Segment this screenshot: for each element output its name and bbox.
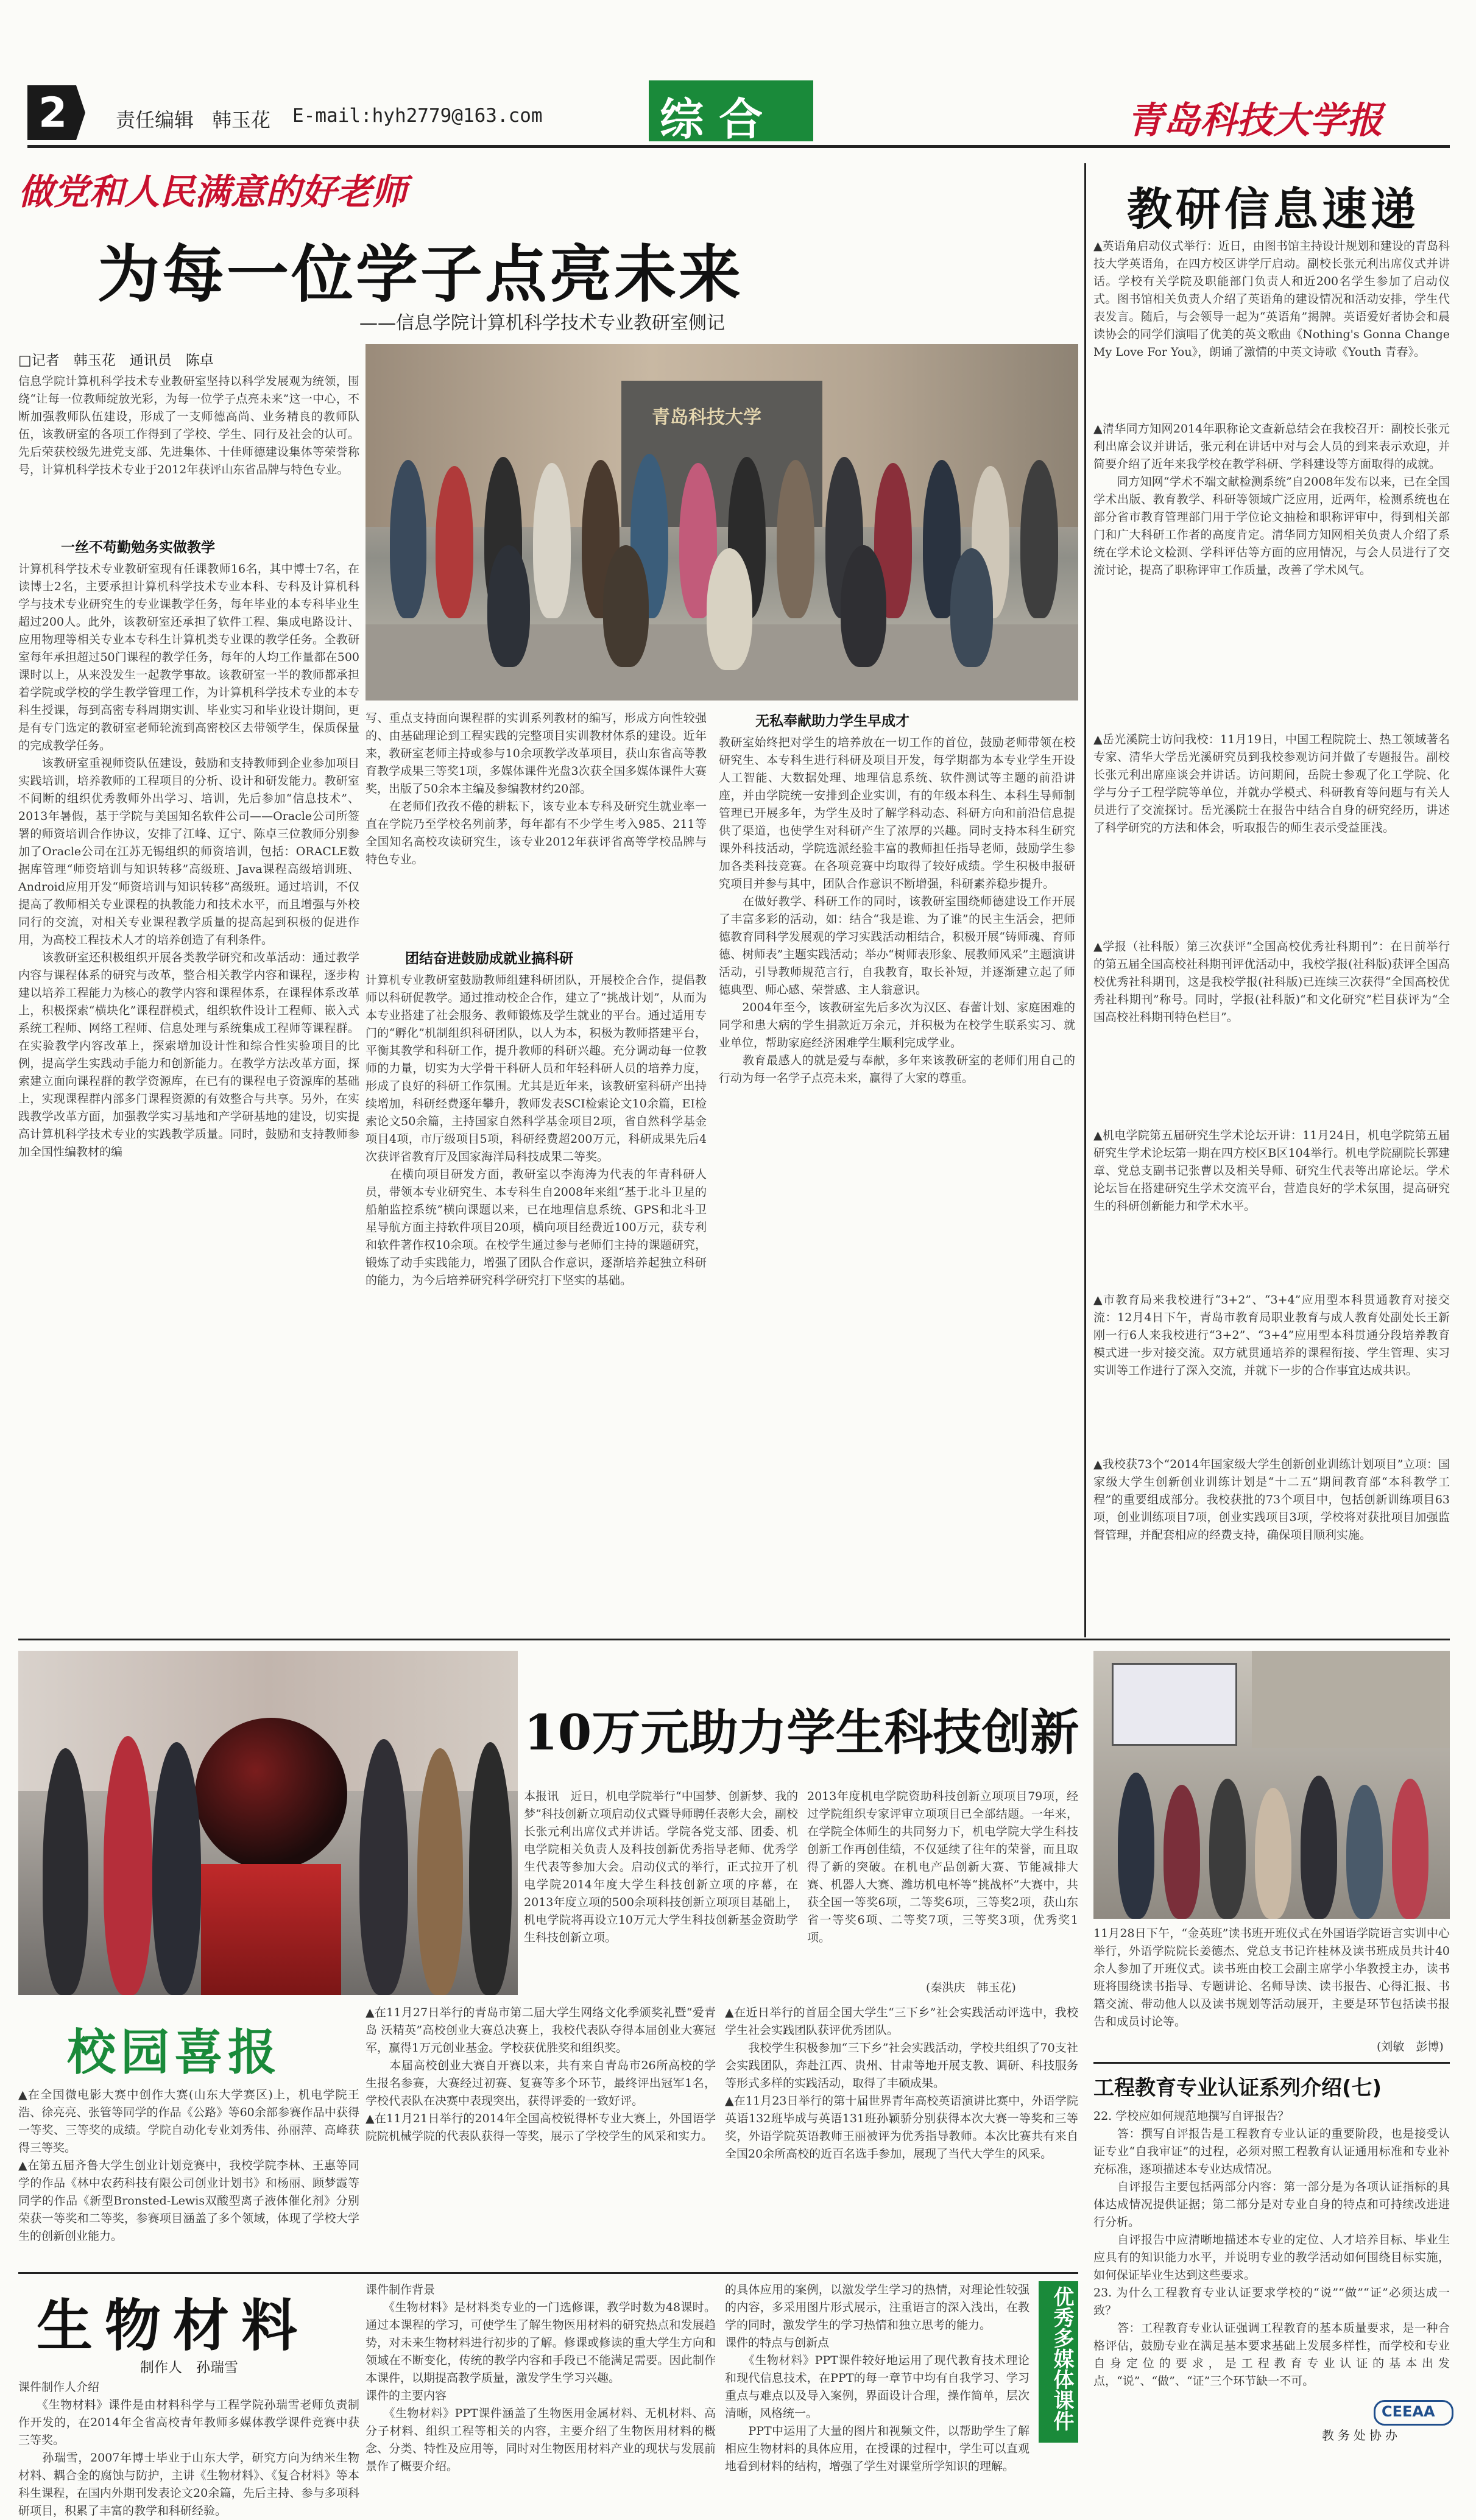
horizontal-rule bbox=[1093, 2062, 1450, 2064]
grant-article-title: 10万元助力学生科技创新 bbox=[524, 1704, 1079, 1761]
multimedia-banner bbox=[1039, 2281, 1078, 2443]
page-number: 2 bbox=[38, 89, 68, 137]
header-rule bbox=[27, 145, 1450, 148]
section-title: 综 合 bbox=[660, 94, 763, 145]
classroom-wall bbox=[1252, 1651, 1450, 1748]
person bbox=[1118, 1773, 1154, 1919]
person bbox=[603, 545, 649, 667]
article-column-3: 教研室始终把对学生的培养放在一切工作的首位，鼓励老师带领在校研究生、本专科生进行科研及项目开发，每学期都为本专业学生开设人工智能、大数据处理、地理信息系统、软件测试等主题的前沿讲座，并由学院统一安排到企业实训，有的年级本科生、本科生导师制管理已开展多年，为学生及时了解学科动态、科研方向和前沿信息提供了渠道，也使学生对科研产生了浓厚的兴趣。同时支持本科生研究课外科技活动，学院选派经验丰富的教师担任指导老师，鼓励学生参加各类科技竞赛。在各项竞赛中均取得了较好成绩。学生积极申报研究项目并参与其中，团队合作意识不断增强，科研素养稳步提升。 在做好教学、科研工作的同时，该教研室围绕师德建设工作开展了丰富多彩的活动，如：结合“我是谁、为了谁”的民主生活会，把师德教育同科学发展观的学习实践活动相结合，积极开展“铸师魂、育师德、树师表”主题实践活动；举办“树师表形象、展教师风采”主题演讲活动，引导教师规范言行，自我教育，取长补短，并逐渐建立起了师德典型、师心感、荣誉感、主人翁意识。 2004年至今，该教研室先后多次为汉区、春蕾计划、家庭困难的同学和患大病的学生捐款近万余元，并积极为在校学生联系实习、就业单位，帮助家庭经济困难学生顺利完成学业。 教育最感人的就是爱与奉献，多年来该教研室的老师们用自己的行动为每一名学子点亮未来，赢得了大家的尊重。 bbox=[719, 736, 1075, 1085]
campus-news-col1: ▲在全国微电影大赛中创作大赛(山东大学赛区)上，机电学院王浩、徐亮亮、张管等同学的作品《公路》等60余部参赛作品中获得一等奖、三等奖的成绩。学院自动化专业刘秀伟、孙丽萍、高峰获得三等奖。 ▲在第五届齐鲁大学生创业计划竞赛中，我校学院李林、王惠等同学的作品《林中农药科技有限公司创业计划书》和杨丽、顾梦霞等同学的作品《新型Bronsted-Lewis双酸型离子液体催化剂》分别荣获一等奖和二等奖，参赛项目涵盖了多个领域，体现了学校大学生的创新创业能力。 bbox=[18, 2088, 359, 2243]
classroom-screen bbox=[1112, 1663, 1237, 1746]
person bbox=[359, 1739, 408, 1995]
research-news-item: ▲机电学院第五届研究生学术论坛开讲：11月24日，机电学院第五届研究生学术论坛第一期在四方校区B区104举行。机电学院副院长郭建章、党总支副书记张曹以及相关导师、研究生代表等出席论坛。学术论坛旨在搭建研究生学术交流平台，营造良好的学术氛围，提高研究生的科研创新能力和学术水平。 bbox=[1093, 1129, 1450, 1213]
person bbox=[1346, 1785, 1383, 1919]
person bbox=[841, 545, 886, 667]
engineering-cert-footer: 教务处协办 bbox=[1322, 2428, 1401, 2443]
research-news-item: ▲英语角启动仪式举行：近日，由图书馆主持设计规划和建设的青岛科技大学英语角，在四方校区讲学厅启动。副校长张元利出席仪式并讲话。学校有关学院及职能部门负责人和近200名学生参加了启动仪式。图书馆相关负责人介绍了英语角的建设情况和活动安排，学生代表发言。随后，与会领导一起为“英语角”揭牌。英语爱好者协会和晨读协会的同学们演唱了优美的英文歌曲《Nothing's Gonna Change My Love For You》，朗诵了激情的中英文诗歌《Youth 青春》。 bbox=[1093, 239, 1454, 359]
person bbox=[777, 460, 814, 618]
campus-news-col3: ▲在近日举行的首届全国大学生“三下乡”社会实践活动评选中，我校学生社会实践团队获评优秀团队。 我校学生积极参加“三下乡”社会实践活动，学校共组织了70支社会实践团队，奔赴江西、贵州、甘肃等地开展支教、调研、科技服务等形式多样的实践活动，取得了丰硕成果。 ▲在11月23日举行的第十届世界青年高校英语演讲比赛中，外语学院英语132班毕成与英语131班孙颖骄分别获得本次大赛一等奖和三等奖，外语学院英语教师王丽被评为优秀指导教师。本次比赛共有来自全国20余所高校的近百名选手参加，展现了当代大学生的风采。 bbox=[725, 2006, 1078, 2161]
person bbox=[1163, 1785, 1200, 1919]
article-byline: □记者 韩玉花 通讯员 陈卓 bbox=[18, 353, 214, 369]
person bbox=[390, 460, 426, 618]
research-news-item: ▲岳光溪院士访问我校：11月19日，中国工程院院士、热工领域著名专家、清华大学岳光溪研究员到我校参观访问并做了专题报告。副校长张元利出席座谈会并讲话。访问期间，岳院士参观了化工学院、化学与分子工程学院等单位，并就办学模式、科研教育等问题与有关人员进行了交流探讨。岳光溪院士在报告中结合自身的研究经历，讲述了科学研究的方法和体会，听取报告的师生表示受益匪浅。 bbox=[1093, 733, 1450, 835]
page-number-badge bbox=[27, 85, 85, 140]
faculty-group-photo bbox=[365, 344, 1078, 701]
article-intro: 信息学院计算机科学技术专业教研室坚持以科学发展观为统领，围绕“让每一位教师绽放光彩，为每一位学子点亮未来”这一中心，不断加强教师队伍建设，形成了一支师德高尚、业务精良的教师队伍，该教研室的各项工作得到了学校、学生、同行及社会的认可。先后荣获校级先进党支部、先进集体、十佳师德建设集体等荣誉称号，计算机科学技术专业于2012年获评山东省品牌与特色专业。 bbox=[18, 375, 359, 476]
reading-class-caption: 11月28日下午，“金英班”读书班开班仪式在外国语学院语言实训中心举行，外语学院院长姜德杰、党总支书记许桂林及读书班成员共计40余人参加了开班仪式。读书班由校工会副主席学小华教授主办，读书班将围绕读书指导、专题讲论、名师导读、读书报告、心得汇报、书籍交流、带动他人以及读书规划等活动展开，主要是环节包括读书报告和成员讨论等。 bbox=[1093, 1927, 1450, 2028]
biomaterials-title: 生物材料 bbox=[37, 2293, 310, 2359]
research-news-item: ▲市教育局来我校进行“3+2”、“3+4”应用型本科贯通教育对接交流：12月4日下午，青岛市教育局职业教育与成人教育处副处长王新刚一行6人来我校进行“3+2”、“3+4”应用型本科贯通分段培养教育模式进一步对接交流。双方就贯通培养的课程衔接、学生管理、实习实训等工作进行了深入交流，并就下一步的合作事宜达成共识。 bbox=[1093, 1293, 1450, 1377]
person bbox=[533, 463, 571, 618]
biomaterials-col3: 的具体应用的案例，以激发学生学习的热情，对理论性较强的内容，多采用图片形式展示，注重语言的深入浅出，在教学的同时，激发学生的学习热情和独立思考的能力。 课件的特点与创新点 《生物材料》PPT课件较好地运用了现代教育技术理论和现代信息技术，在PPT的每一章节中均有自我学习、学习重点与难点以及导入案例，界面设计合理，操作简单，层次清晰，风格统一。 PPT中运用了大量的图片和视频文件，以帮助学生了解相应生物材料的具体应用，在授课的过程中，学生可以直观地看到材料的结构，增强了学生对课堂所学知识的理解。 bbox=[725, 2283, 1029, 2473]
ceremony-photo bbox=[18, 1651, 518, 1995]
editor-name: 韩玉花 bbox=[212, 108, 271, 132]
article-column-1: 计算机科学技术专业教研室现有任课教师16名，其中博士7名，在读博士2名，主要承担计算机科学技术专业本科、专科及计算机科学与技术专业研究生的专业课教学任务，每年毕业的本专科毕业生超过200人。此外，该教研室还承担了软件工程、集成电路设计、应用物理等相关专业本专科生计算机类专业课的教学任务。全教研室每年承担超过50门课程的教学任务，每年的人均工作量都在500课时以上，从来没发生一起教学事故。该教研室一半的教师都承担着学院或学校的学生教学管理工作，为计算机科学技术专业的本专科生授课，每到高密专科周期实训、毕业实习和毕业设计期间，更是有专门选定的教研室老师轮流到高密校区去带领学生，保质保量的完成教学任务。 该教研室重视师资队伍建设，鼓励和支持教师到企业参加项目实践培训，培养教师的工程项目的分析、设计和研发能力。教研室不间断的组织优秀教师外出学习、培训，先后参加“信息技术”、2013年暑假，基于学院与美国知名软件公司——Oracle公司所签署的师资培训合作协议，安排了江峰、辽宁、陈卓三位教师分别参加了Oracle公司在江苏无锡组织的师资培训，包括：ORACLE数据库管理“师资培训与知识转移”高级班、Java课程高级培训班、Android应用开发“师资培训与知识转移”高级班。通过培训，不仅提高了教师相关专业课程的执教能力和技术水平，而且增强与外校同行的交流，对相关专业课程教学质量的提高起到积极的促进作用，为高校工程技术人才的培养创造了有利条件。 该教研室还积极组织开展各类教学研究和改革活动：通过教学内容与课程体系的研究与改革，整合相关教学内容和课程，逐步构建以培养工程能力为核心的教学内容和课程体系，在课程体系改革上，积极探索“横块化”课程群模式，组织软件设计工程师、嵌入式系统工程师、网络工程师、信息处理与系统集成工程师等课程群。在实验教学内容改革上，探索增加设计性和综合性实验项目的比例，提高学生实践动手能力和创新能力。在教学方法改革方面，探索建立面向课程群的教学资源库，在已有的课程电子资源库的基础上，实现课程群内部多门课程资源的有效整合与共享。另外，在实践教学改革方面，加强教学实习基地和产学研基地的建设，切实提高计算机科学技术专业的实践教学质量。同时，鼓励和支持教师参加全国性编教材的编 bbox=[18, 562, 359, 1159]
research-news-item: ▲学报（社科版）第三次获评“全国高校优秀社科期刊”：在日前举行的第五届全国高校社科期刊评优活动中，我校学报(社科版)获评全国高校优秀社科期刊，这是我校学报(社科版)已连续三次获得“全国高校优秀社科期刊”称号。同时，学报(社科版)“和文化研究”栏目获评为“全国高校社科期刊特色栏目”。 bbox=[1093, 940, 1450, 1024]
section-heading-students: 无私奉献助力学生早成才 bbox=[755, 713, 909, 729]
article-column-2b: 计算机专业教研室鼓励教师组建科研团队，开展校企合作，提倡教师以科研促教学。通过推动校企合作，建立了“挑战计划”，从而为本专业搭建了社会服务、教师锻炼及学生就业的平台。通过适用专门的“孵化”机制组织科研团队，以人为本，积极为教师搭建平台，平衡其教学和科研工作，提升教师的科研兴趣。充分调动每一位教师的力量，切实为大学骨干科研人员和年轻科研人员的培养力度，形成了良好的科研工作氛围。尤其是近年来，该教研室科研产出持续增加，科研经费逐年攀升，教师发表SCI检索论文10余篇，EI检索论文50余篇，主持国家自然科学基金项目2项，省自然科学基金项目4项，市厅级项目5项，科研经费超200万元，科研成果先后4次获评省教育厅及国家海洋局科技成果二等奖。 在横向项目研发方面，教研室以李海涛为代表的年青科研人员，带领本专业研究生、本专科生自2008年来组“基于北斗卫星的船舶监控系统”横向课题以来，已在地理信息系统、GPS和北斗卫星导航方面主持软件项目20项，横向项目经费近100万元，获专利和软件著作权10余项。在校学生通过参与老师们主持的课题研究，锻炼了动手实践能力，增强了团队合作意识，逐渐培养起独立科研的能力，为今后培养研究科学研究打下坚实的基础。 bbox=[365, 973, 707, 1287]
biomaterials-col1: 课件制作人介绍 《生物材料》课件是由材料科学与工程学院孙瑞雪老师负责制作开发的，在2014年全省高校青年教师多媒体教学课件竞赛中获三等奖。 孙瑞雪，2007年博士毕业于山东大学，研究方向为纳米生物材料、耦合金的腐蚀与防护，主讲《生物材料》、《复合材料》等本科生课程，在国内外期刊发表论文20余篇，先后主持、参与多项科研项目，积累了丰富的教学和科研经验。 bbox=[18, 2381, 359, 2518]
ceeaa-logo-text: CEEAA bbox=[1382, 2403, 1435, 2420]
biomaterials-col2: 课件制作背景 《生物材料》是材料类专业的一门选修课，教学时数为48课时。通过本课程的学习，可使学生了解生物医用材料的研究热点和发展趋势，对未来生物材料进行初步的了解。修课或修读的重大学生方向和领域在不断变化，传统的教学内容和手段已不能满足需要。因此制作本课件，以期提高教学质量，激发学生学习兴趣。 课件的主要内容 《生物材料》PPT课件涵盖了生物医用金属材料、无机材料、高分子材料、组织工程等相关的内容，主要介绍了生物医用材料的概念、分类、特性及应用等，同时对生物医用材料产业的现状与发展前景作了概要介绍。 bbox=[365, 2283, 716, 2473]
person bbox=[469, 1742, 512, 1995]
editor-label: 责任编辑 bbox=[116, 108, 194, 132]
person bbox=[950, 548, 993, 667]
masthead: 青岛科技大学报 bbox=[1127, 99, 1383, 142]
person bbox=[152, 1742, 201, 1995]
ceeaa-logo bbox=[1374, 2400, 1453, 2426]
horizontal-rule bbox=[18, 2272, 1078, 2274]
column-divider bbox=[1084, 163, 1086, 1637]
article-kicker: 做党和人民满意的好老师 bbox=[18, 171, 408, 213]
multimedia-banner-text: 优秀多媒体课件 bbox=[1050, 2286, 1074, 2431]
person bbox=[436, 466, 473, 618]
research-news-item: ▲我校获73个“2014年国家级大学生创新创业训练计划项目”立项：国家级大学生创新创业训练计划是“十二五”期间教育部“本科教学工程”的重要组成部分。我校获批的73个项目中，包括创新训练项目63项，创业训练项目7项，创业实践项目3项，学校将对获批项目加强监督管理，并配套相应的经费支持，确保项目顺利实施。 bbox=[1093, 1458, 1450, 1542]
person bbox=[487, 545, 530, 667]
engineering-cert-title: 工程教育专业认证系列介绍(七) bbox=[1093, 2076, 1382, 2100]
section-banner bbox=[649, 80, 813, 145]
engineering-cert-body: 22. 学校应如何规范地撰写自评报告？ 答：撰写自评报告是工程教育专业认证的重要阶段，也是接受认证专业“自我审证”的过程，必须对照工程教育认证通用标准和专业补充标准，逐项描述本专业达成情况。 自评报告主要包括两部分内容：第一部分是为各项认证指标的具体达成情况提供证据；第二部分是对专业自身的特点和可持续改进进行分析。 自评报告中应清晰地描述本专业的定位、人才培养目标、毕业生应具有的知识能力水平，并说明专业的教学活动如何围绕目标实施，如何保证毕业生达到这些要求。 23. 为什么工程教育专业认证要求学校的“说”“做”“证”必须达成一致？ 答：工程教育专业认证强调工程教育的基本质量要求，是一种合格评估，鼓励专业在满足基本要求基础上发展多样性，而学校和专业自身定位的要求，是工程教育专业认证的基本出发点，“说”、“做”、“证”三个环节缺一不可。 bbox=[1093, 2109, 1450, 2388]
person bbox=[1020, 460, 1058, 618]
person bbox=[1255, 1788, 1291, 1919]
person bbox=[104, 1736, 152, 1995]
ceremony-ball bbox=[195, 1718, 347, 1870]
biomaterials-maker: 制作人 孙瑞雪 bbox=[140, 2360, 238, 2376]
section-heading-teaching: 一丝不苟勤勉务实做教学 bbox=[61, 540, 215, 556]
person bbox=[1392, 1779, 1428, 1919]
research-news-title: 教研信息速递 bbox=[1127, 183, 1419, 236]
horizontal-rule bbox=[18, 1639, 1450, 1640]
article-subtitle: ——信息学院计算机科学技术专业教研室侧记 bbox=[359, 312, 725, 334]
reading-class-photo bbox=[1093, 1651, 1450, 1919]
grant-article-byline: (秦洪庆 韩玉花) bbox=[926, 1981, 1016, 1994]
ceremony-pedestal bbox=[201, 1864, 341, 1995]
person bbox=[707, 548, 752, 670]
section-heading-research: 团结奋进鼓励成就业搞科研 bbox=[405, 951, 573, 967]
person bbox=[43, 1748, 88, 1995]
editor-email: E-mail:hyh2779@163.com bbox=[292, 105, 543, 127]
article-title: 为每一位学子点亮未来 bbox=[97, 239, 743, 311]
building-sign: 青岛科技大学 bbox=[652, 407, 761, 428]
grant-article-col2: 2013年度机电学院资助科技创新立项项目79项，经过学院组织专家评审立项项目已全部结题。一年来，在学院全体师生的共同努力下，机电学院大学生科技创新工作再创佳绩，不仅延续了往年的荣誉，而且取得了新的突破。在机电产品创新大赛、节能减排大赛、机器人大赛、潍坊机电杯等“挑战杯”大赛中，共获全国一等奖6项，二等奖6项，三等奖2项，获山东省一等奖6项、二等奖7项，三等奖3项，优秀奖1项。 bbox=[807, 1790, 1078, 1944]
article-column-2: 写、重点支持面向课程群的实训系列教材的编写，形成方向性较强的、由基础理论到工程实践的完整项目实训教材体系的建设。近年来，教研室老师主持或参与10余项教学改革项目，获山东省高等教育教学成果三等奖1项，多媒体课件光盘3次获全国多媒体课件大赛奖，出版了50余本主编及参编教材约20部。 在老师们孜孜不倦的耕耘下，该专业本专科及研究生就业率一直在学院乃至学校名列前茅，每年都有不少学生考入985、211等全国知名高校攻读研究生，该专业2012年获评省高等学校品牌与特色专业。 bbox=[365, 711, 707, 866]
person bbox=[1209, 1779, 1246, 1919]
research-news-item: ▲清华同方知网2014年职称论文查新总结会在我校召开：副校长张元利出席会议并讲话，张元利在讲话中对与会人员的到来表示欢迎，并简要介绍了近年来我学校在教学科研、学科建设等方面取得的成就。 同方知网“学术不端文献检测系统”自2008年发布以来，已在全国学术出版、教育教学、科研等领域广泛应用，近两年，检测系统也在部分省市教育管理部门用于学位论文抽检和职称评审中，得到相关部门和广大科研工作者的高度肯定。清华同方知网相关负责人介绍了系统在学术论文检测、学科评估等方面的应用情况，与会人员进行了交流讨论，提高了职称评审工作质量，改善了学术风气。 bbox=[1093, 422, 1450, 577]
grant-article-col1: 本报讯 近日，机电学院举行“中国梦、创新梦、我的梦”科技创新立项启动仪式暨导师聘任表彰大会，副校长张元利出席仪式并讲话。学院各党支部、团委、机电学院相关负责人及科技创新优秀指导老师、优秀学生代表等参加大会。启动仪式的举行，正式拉开了机电学院2014年度大学生科技创新立项的序幕，在2013年度立项的500余项科技创新立项项目基础上，机电学院将再设立10万元大学生科技创新基金资助学生科技创新立项。 bbox=[524, 1790, 798, 1944]
page-header bbox=[0, 0, 1476, 149]
campus-news-title: 校园喜报 bbox=[67, 2024, 281, 2081]
person bbox=[417, 1748, 463, 1995]
reading-class-credit: (刘敏 彭博) bbox=[1377, 2040, 1444, 2053]
campus-news-col2: ▲在11月27日举行的青岛市第二届大学生网络文化季颁奖礼暨“爱青岛 沃精英”高校创业大赛总决赛上，我校代表队夺得本届创业大赛冠军，赢得1万元创业基金。学校获优胜奖和组织奖。 本届高校创业大赛自开赛以来，共有来自青岛市26所高校的学生报名参赛，大赛经过初赛、复赛等多个环节，最终评出冠军1名，学校代表队在决赛中表现突出，获得评委的一致好评。 ▲在11月21日举行的2014年全国高校锐得杯专业大赛上，外国语学院院机械学院的代表队获得一等奖，展示了学校学生的风采和实力。 bbox=[365, 2006, 716, 2143]
person bbox=[1301, 1776, 1337, 1919]
